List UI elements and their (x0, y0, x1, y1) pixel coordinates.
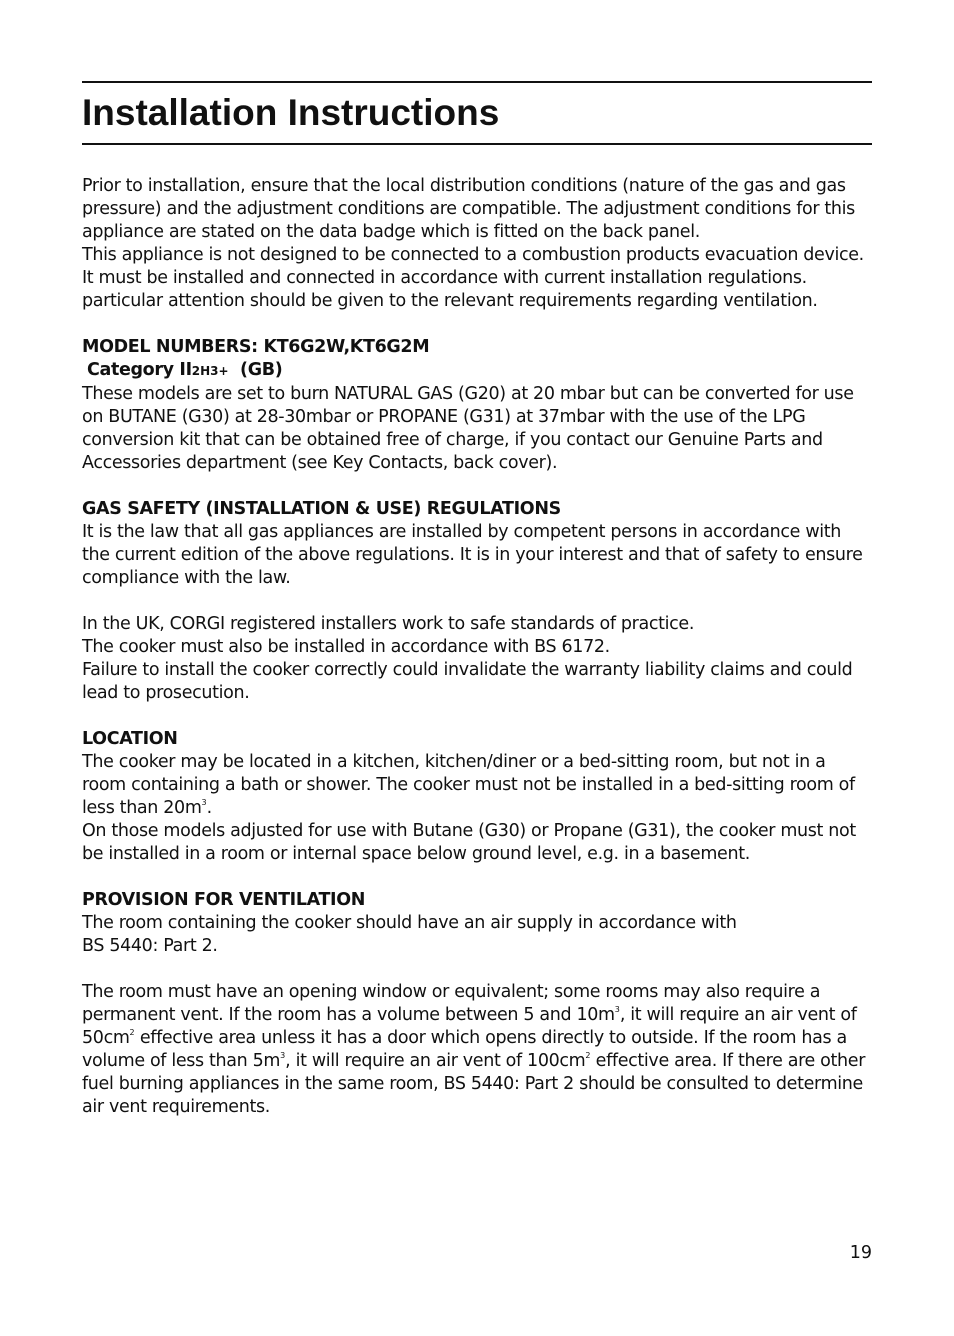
gas-safety-heading: GAS SAFETY (INSTALLATION & USE) REGULATIONS (82, 499, 561, 519)
spacer (82, 590, 872, 613)
spacer (82, 866, 872, 889)
ventilation-p2-d: , it will require an air vent of 100cm (285, 1051, 586, 1071)
intro-paragraph-2: This appliance is not designed to be connected to a combustion products evacuation device. It must be installed and connected in accordance with current installation regulations. particular attention should be given to the relevant requirements regarding ventilation. (82, 245, 864, 311)
ventilation-p2-c: effective area unless it has a door which opens directly to outside. If the room has a volume of less than 5m (82, 1028, 847, 1071)
location-paragraph-2: On those models adjusted for use with Butane (G30) or Propane (G31), the cooker must not be installed in a room or internal space below ground level, e.g. in a basement. (82, 821, 856, 864)
location-paragraph-1 (82, 751, 872, 820)
location-p1-text: The cooker may be located in a kitchen, kitchen/diner or a bed-sitting room, but not in a room containing a bath or shower. The cooker must not be installed in a bed-sitting room of less than 20m (82, 752, 855, 818)
ventilation-p2-e: effective area. If there are other fuel burning appliances in the same room, BS 5440: Part 2 should be consulted to determine air vent requirements. (82, 1051, 866, 1117)
spacer (82, 313, 872, 336)
location-heading: LOCATION (82, 729, 178, 749)
models-paragraph: These models are set to burn NATURAL GAS (G20) at 20 mbar but can be converted for use on BUTANE (G30) at 28-30mbar or PROPANE (G31) at 37mbar with the use of the LPG conversion kit that can be obtained free of charge, if you contact our Genuine Parts and Accessories department (see Key Contacts, back cover). (82, 384, 854, 473)
ventilation-p1-line2: BS 5440: Part 2. (82, 936, 218, 956)
model-numbers-heading: MODEL NUMBERS: KT6G2W,KT6G2M (82, 337, 430, 357)
ventilation-p1-line1: The room containing the cooker should have an air supply in accordance with (82, 913, 737, 933)
title-bottom-rule (82, 143, 872, 145)
ventilation-p2-a: The room must have an opening window or equivalent; some rooms may also require a permanent vent. If the room has a volume between 5 and 10m (82, 982, 821, 1025)
gas-safety-paragraph-1: It is the law that all gas appliances are installed by competent persons in accordance with the current edition of the above regulations. It is in your interest and that of safety to ensure compliance with the law. (82, 522, 863, 588)
category-line (82, 359, 872, 383)
document-body (82, 175, 872, 1119)
spacer (82, 958, 872, 981)
category-suffix: (GB) (240, 360, 283, 380)
ventilation-p2-sup-4: 2 (585, 1051, 591, 1060)
page-number: 19 (849, 1243, 872, 1263)
ventilation-p2-sup-1: 3 (614, 1005, 620, 1014)
spacer (82, 475, 872, 498)
ventilation-heading: PROVISION FOR VENTILATION (82, 890, 366, 910)
gas-safety-paragraph-3: The cooker must also be installed in accordance with BS 6172. (82, 637, 610, 657)
location-p1-superscript: 3 (201, 798, 207, 807)
ventilation-paragraph-1 (82, 912, 872, 958)
document-page (82, 81, 872, 1119)
ventilation-p2-sup-3: 3 (280, 1051, 286, 1060)
spacer (82, 705, 872, 728)
page-title: Installation Instructions (82, 92, 500, 133)
ventilation-p2-sup-2: 2 (129, 1028, 135, 1037)
category-subscript: 2H3+ (191, 364, 229, 378)
gas-safety-paragraph-4: Failure to install the cooker correctly could invalidate the warranty liability claims and could lead to prosecution. (82, 660, 853, 703)
ventilation-paragraph-2 (82, 981, 872, 1119)
location-p1-end: . (206, 798, 212, 818)
ventilation-p2-b: , it will require an air vent of 50cm (82, 1005, 857, 1048)
category-prefix: Category II (87, 360, 192, 380)
intro-paragraph-1: Prior to installation, ensure that the local distribution conditions (nature of the gas and gas pressure) and the adjustment conditions are compatible. The adjustment conditions for this appliance are stated on the data badge which is fitted on the back panel. (82, 176, 855, 242)
gas-safety-paragraph-2: In the UK, CORGI registered installers work to safe standards of practice. (82, 614, 695, 634)
